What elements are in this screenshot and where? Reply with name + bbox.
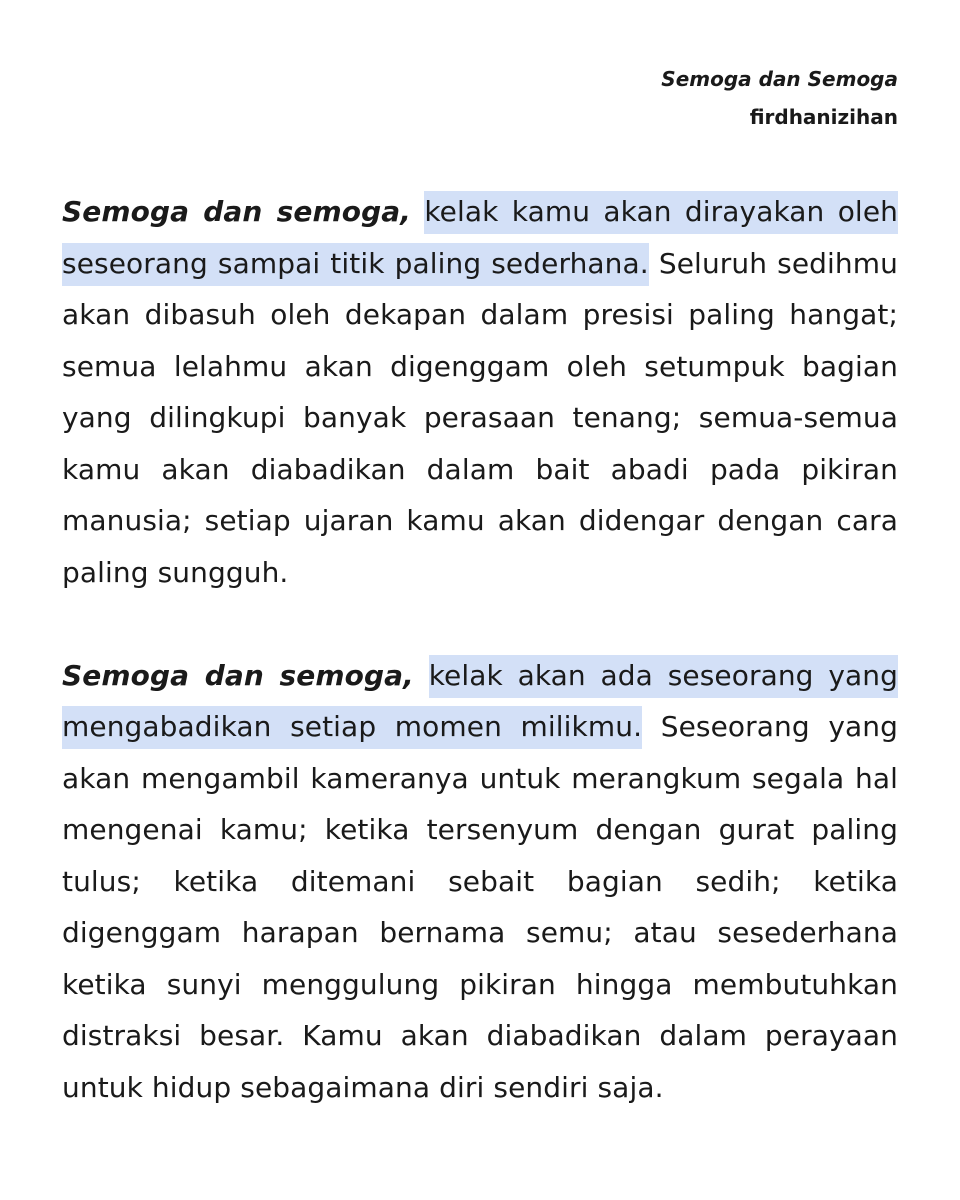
paragraph-lead: Semoga dan semoga,	[62, 195, 411, 228]
paragraph-text: Seseorang yang akan mengambil kameranya untuk merangkum segala hal mengenai kamu; ketika tersenyum dengan gurat paling tulus; ketika ditemani sebait bagian sedih; ketika digenggam harapan bernama semu; atau sesederhana ketika sunyi menggulung pikiran hingga membutuhkan distraksi besar. Kamu akan diabadikan dalam perayaan untuk hidup sebagaimana diri sendiri saja.	[62, 710, 898, 1104]
paragraph-text: Seluruh sedihmu akan dibasuh oleh dekapan dalam presisi paling hangat; semua lelahmu akan digenggam oleh setumpuk bagian yang dilingkupi banyak perasaan tenang; semua-semua kamu akan diabadikan dalam bait abadi pada pikiran manusia; setiap ujaran kamu akan didengar dengan cara paling sungguh.	[62, 246, 898, 589]
paragraph-2	[62, 650, 898, 1114]
paragraph-lead: Semoga dan semoga,	[62, 658, 414, 692]
highlighted-text: kelak akan ada seseorang yang mengabadikan setiap momen milikmu.	[62, 655, 898, 750]
highlighted-text: kelak kamu akan dirayakan oleh seseorang sampai titik paling sederhana.	[62, 191, 898, 286]
paragraph-1	[62, 186, 898, 598]
author-name: firdhanizihan	[749, 105, 898, 129]
document-body	[62, 186, 898, 1165]
document-title: Semoga dan Semoga	[661, 67, 898, 91]
document-header	[661, 60, 898, 136]
